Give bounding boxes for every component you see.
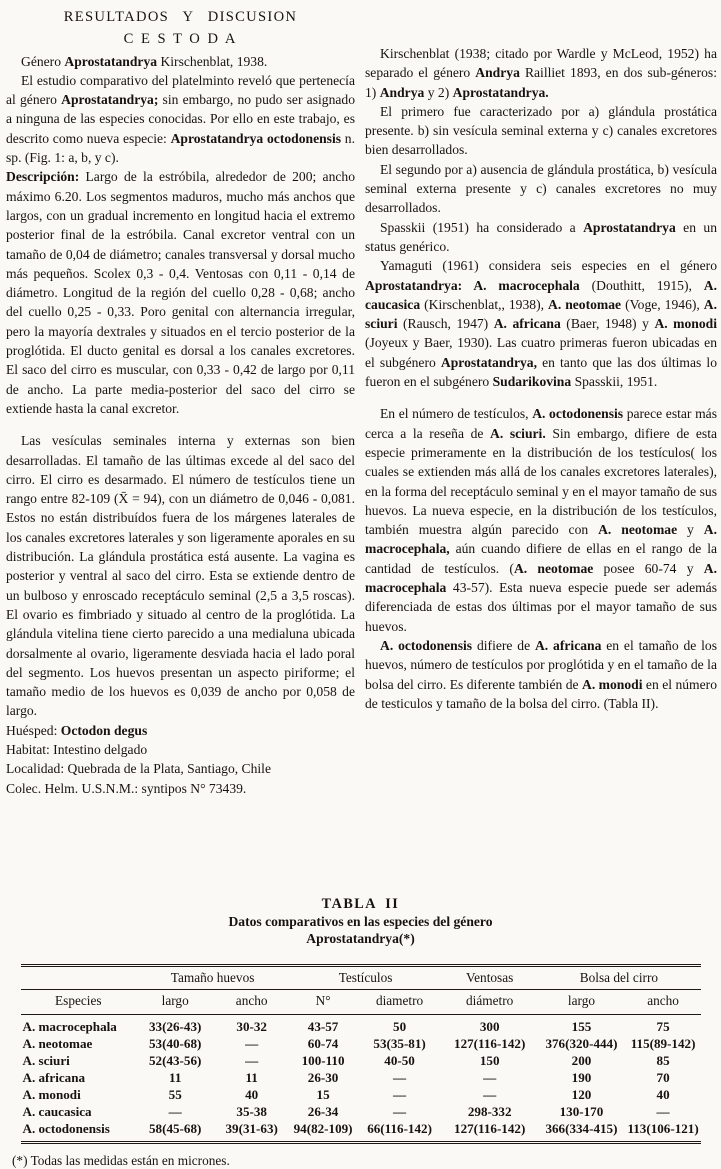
paragraph-second-subgenus [365, 160, 717, 218]
paragraph-species-differences [365, 636, 717, 713]
value-cell: 52(43-56) [149, 1053, 202, 1068]
value-cell: — [393, 1104, 407, 1119]
table-column-header: N° [289, 990, 357, 1015]
value-cell: — [393, 1070, 407, 1085]
table-row [21, 1015, 701, 1036]
value-cell: 40 [245, 1087, 259, 1102]
bold-text: Aprostatandrya; [61, 92, 159, 108]
value-cell: — [483, 1087, 497, 1102]
text: Género [21, 53, 65, 69]
table-title-line3: Aprostatandrya(*) [306, 931, 415, 946]
line-locality [6, 759, 355, 778]
table-column-header: diametro [357, 990, 442, 1015]
bold-text: Sudarikovina [492, 374, 572, 390]
bold-text: A. octodonensis [380, 637, 473, 653]
value-cell: 127(116-142) [454, 1036, 526, 1051]
value-cell: 11 [169, 1070, 182, 1085]
value-cell: 120 [571, 1087, 592, 1102]
table-column-header: largo [136, 990, 214, 1015]
species-cell: A. macrocephala [22, 1019, 117, 1034]
table-group-header: Tamaño huevos [136, 966, 289, 990]
bold-text: A. neotomae [548, 296, 622, 312]
value-cell: — [393, 1087, 407, 1102]
text: El estudio comparativo del platelminto reveló que pertenecía al género [6, 72, 355, 108]
left-column [6, 8, 355, 798]
table-title-line2: Datos comparativos en las especies del género [228, 914, 493, 929]
value-cell: 190 [571, 1070, 592, 1085]
value-cell: — [245, 1053, 259, 1068]
paragraph-vesicles [6, 431, 355, 720]
value-cell: 53(40-68) [149, 1036, 202, 1051]
text: Kirschenblat (1938; citado por Wardle y McLeod, 1952) ha separado el género [365, 46, 717, 81]
text: n. sp. (Fig. 1: a, b, y c). [6, 130, 356, 166]
bold-text: A. macrocephala, [365, 522, 718, 557]
species-cell: A. monodi [22, 1087, 81, 1102]
text: Kirschenblat, 1938. [157, 53, 268, 69]
table-row [21, 1121, 701, 1143]
text: aún cuando difiere de ellas en el rango de la cantidad de testículos. ( [365, 541, 717, 576]
value-cell: 200 [571, 1053, 592, 1068]
bold-text: A. africana [493, 316, 561, 332]
paragraph-kirschenblat [365, 44, 717, 102]
paragraph-genus [6, 52, 355, 71]
value-cell: 366(334-415) [537, 1121, 625, 1143]
line-habitat [6, 740, 355, 759]
value-cell: 115(89-142) [630, 1036, 696, 1051]
table-section [0, 896, 721, 1169]
text: Largo de la estróbila, alrededor de 200; ancho máximo 6.20. Los segmentos maduros, mucho más anchos que largos, con un gradual incremento en longitud hacia el extremo posterior final de la estróbila. Canal excretor ventral con un tamaño de 0,04 de diámetro; canales transversal y dorsal mucho más pequeños. Scolex 0,3 - 0,4. Ventosas con 0,11 - 0,14 de diámetro. Longitud de la región del cuello 0,28 - 0,68; ancho del cuello 0,25 - 0,33. Poro genital con alternancia irregular, pero la mayoría dextrales y situados en el tercio posterior de la proglótida. El ducto genital es dorsal a los canales excretores. El saco del cirro es muscular, con 0,33 - 0,42 de largo por 0,11 de ancho. La parte media-posterior del saco del cirro se extiende hasta la canal excretor. [6, 169, 355, 416]
value-cell: 55 [168, 1087, 182, 1102]
text: en el tamaño de los huevos, número de testículos por proglótida y en el tamaño de la bolsa del cirro. Es diferente también de [365, 637, 718, 692]
table-row [21, 1036, 701, 1053]
table-column-header: Especies [21, 990, 137, 1015]
value-cell: 113(106-121) [626, 1121, 701, 1143]
paragraph-intro [6, 71, 355, 167]
value-cell: 53(35-81) [373, 1036, 426, 1051]
paragraph-spasskii [365, 218, 717, 257]
value-cell: 26-30 [307, 1070, 339, 1085]
table-footnote: (*) Todas las medidas están en micrones. [12, 1153, 230, 1168]
value-cell: — [245, 1036, 259, 1051]
table-group-header: Bolsa del cirro [537, 966, 700, 990]
bold-text: Octodon degus [60, 722, 148, 738]
text: posee 60-74 y [593, 560, 704, 576]
text: en un status genérico. [365, 219, 717, 254]
comparison-table [21, 964, 701, 1144]
text: parece estar más cerca a la reseña de [365, 406, 717, 441]
value-cell: 150 [479, 1053, 500, 1068]
value-cell: 300 [479, 1019, 500, 1034]
bold-text: A. neotomae [598, 522, 678, 538]
bold-text: Aprostatandrya octodonensis [170, 130, 342, 146]
table-column-header: largo [537, 990, 625, 1015]
value-cell: 127(116-142) [442, 1121, 537, 1143]
table-group-header [21, 966, 137, 990]
bold-text: Aprostatandrya [64, 53, 158, 69]
value-cell: 75 [656, 1019, 670, 1034]
paragraph-yamaguti [365, 256, 717, 391]
bold-text: A. macrocephala [365, 560, 717, 596]
bold-text: A. octodonensis [532, 406, 624, 422]
value-cell: 43-57 [307, 1019, 339, 1034]
table-column-header: diámetro [442, 990, 537, 1015]
bold-text: A. monodi [582, 676, 643, 692]
value-cell: — [483, 1070, 497, 1085]
paragraph-testicles-comparison [365, 404, 717, 636]
value-cell: 40 [656, 1087, 670, 1102]
bold-text: Andrya [379, 84, 425, 100]
text: Huésped: [6, 722, 61, 738]
text: difiere de [472, 637, 535, 653]
subsection-heading: C E S T O D A [123, 31, 238, 48]
value-cell: 11 [245, 1070, 258, 1085]
text: Las vesículas seminales interna y externas son bien desarrolladas. El tamaño de las últimas excede al del saco del cirro. El cirro es desarmado. El número de testículos tiene un rango entre 82-109 (X̄ = 94), con un diámetro de 0,046 - 0,081. Estos no están distribuídos fuera de los márgenes laterales de los canales excretores laterales y son ligeramente aporales en su distribución. La glándula prostática está ausente. La vagina es posterior y ventral al saco del cirro. Esta se extiende dentro de un bulboso y enroscado receptáculo seminal (2,5 a 3,5 roscas). El ovario es fimbriado y situado al centro de la proglótida. La glándula vitelina tiene cierto parecido a una medialuna ubicada dorsalmente al ovario, ligeramente desviada hacia el lado poral del segmento. Los huevos presentan un aspecto piriforme; el tamaño medio de los huevos es 0,039 de ancho por 0,058 de largo. [6, 433, 355, 719]
bold-text: Aprostatandrya: A. macrocephala [365, 277, 580, 293]
text: Habitat: Intestino delgado [6, 741, 148, 757]
table-row [21, 1087, 701, 1104]
section-heading: RESULTADOS Y DISCUSION [63, 9, 298, 25]
value-cell: 100-110 [301, 1053, 345, 1068]
bold-text: Aprostatandrya [583, 219, 676, 235]
species-cell: A. africana [22, 1070, 86, 1085]
text: (Joyeux y Baer, 1930). Las cuatro primeras fueron ubicadas en el subgénero [365, 335, 717, 370]
value-cell: 26-34 [307, 1104, 339, 1119]
bold-text: Descripción: [6, 169, 80, 185]
text: Railliet 1893, en dos sub-géneros: 1) [365, 65, 717, 100]
value-cell: 298-332 [467, 1104, 512, 1119]
value-cell: 40-50 [384, 1053, 415, 1068]
text: (Rausch, 1947) [397, 316, 494, 332]
value-cell: 70 [656, 1070, 670, 1085]
value-cell: 376(320-444) [545, 1036, 618, 1051]
text: En el número de testículos, [380, 406, 533, 422]
text: Localidad: Quebrada de la Plata, Santiago, Chile [6, 761, 271, 777]
text: (Kirschenblat,, 1938), [420, 296, 548, 312]
species-cell: A. sciuri [22, 1053, 70, 1068]
bold-text: A. africana [534, 637, 602, 653]
text: sin embargo, no pudo ser asignado a ninguna de las especies conocidas. Por ello en este trabajo, es descrito como nueva especie: [6, 92, 356, 146]
text: Spasskii (1951) ha considerado a [380, 219, 584, 235]
table-row [21, 1053, 701, 1070]
table-column-header: ancho [214, 990, 289, 1015]
right-column [365, 44, 717, 713]
paragraph-description [6, 167, 355, 418]
text: 43-57). Esta nueva especie puede ser además diferenciada de estas dos últimas por el mayor tamaño de sus huevos. [365, 580, 717, 634]
bold-text: A. neotomae [513, 560, 594, 576]
value-cell: 66(116-142) [357, 1121, 442, 1143]
value-cell: 35-38 [236, 1104, 267, 1119]
value-cell: 30-32 [236, 1019, 267, 1034]
line-host [6, 721, 355, 740]
value-cell: 39(31-63) [214, 1121, 289, 1143]
bold-text: Aprostatandrya, [440, 354, 537, 370]
text: El primero fue caracterizado por a) glándula prostática presente. b) sin vesícula seminal externa y c) canales excretores bien desarrollados. [365, 103, 717, 158]
bold-text: A. sciuri. [490, 425, 546, 441]
species-cell: A. neotomae [22, 1036, 93, 1051]
value-cell: 155 [571, 1019, 592, 1034]
table-row [21, 1070, 701, 1087]
table-row [21, 1104, 701, 1121]
text: Colec. Helm. U.S.N.M.: syntipos N° 73439. [6, 780, 247, 796]
bold-text: Andrya [475, 65, 520, 81]
value-cell: 58(45-68) [136, 1121, 214, 1143]
value-cell: 33(26-43) [149, 1019, 202, 1034]
value-cell: 130-170 [559, 1104, 604, 1119]
bold-text: Aprostatandrya. [452, 84, 549, 100]
text: (Baer, 1948) y [560, 316, 655, 332]
text: Sin embargo, difiere de esta especie primeramente en la distribución de los testículos( los cuales se extienden más allá de los canales excretores laterales), en la forma del receptáculo seminal y en el mayor tamaño de sus huevos. La nueva especie, en la distribución de los testículos, también muestra algún parecido con [365, 425, 718, 538]
text: en el número de testiculos y tamaño de la bolsa del cirro. (Tabla II). [365, 676, 717, 711]
text: y 2) [424, 84, 453, 100]
species-cell: A. caucasica [22, 1104, 92, 1119]
text: El segundo por a) ausencia de glándula prostática, b) vesícula seminal externa presente y c) canales excretores no muy desarrollados. [365, 161, 717, 216]
text: (Voge, 1946), [621, 296, 704, 312]
text: Yamaguti (1961) considera seis especies en el género [380, 258, 717, 274]
table-title-line1: TABLA II [321, 896, 400, 912]
value-cell: — [656, 1104, 670, 1119]
species-cell: A. octodonensis [21, 1121, 137, 1143]
bold-text: A. monodi [654, 316, 717, 332]
value-cell: 60-74 [307, 1036, 339, 1051]
table-title [0, 896, 721, 947]
table-column-header: ancho [626, 990, 701, 1015]
text: en tanto que las dos últimas lo fueron en el subgénero [365, 354, 717, 390]
text: y [677, 522, 704, 538]
text: (Douthitt, 1915), [579, 277, 704, 293]
line-collection [6, 779, 355, 798]
value-cell: 85 [656, 1053, 670, 1068]
bold-text: A. caucasica [365, 277, 717, 312]
paragraph-first-subgenus [365, 102, 717, 160]
value-cell: 94(82-109) [289, 1121, 357, 1143]
bold-text: A. sciuri [365, 296, 717, 332]
table-group-header: Testículos [289, 966, 442, 990]
value-cell: 50 [393, 1019, 407, 1034]
value-cell: 15 [316, 1087, 330, 1102]
value-cell: — [168, 1104, 182, 1119]
table-group-header: Ventosas [442, 966, 537, 990]
text: Spasskii, 1951. [571, 374, 658, 390]
